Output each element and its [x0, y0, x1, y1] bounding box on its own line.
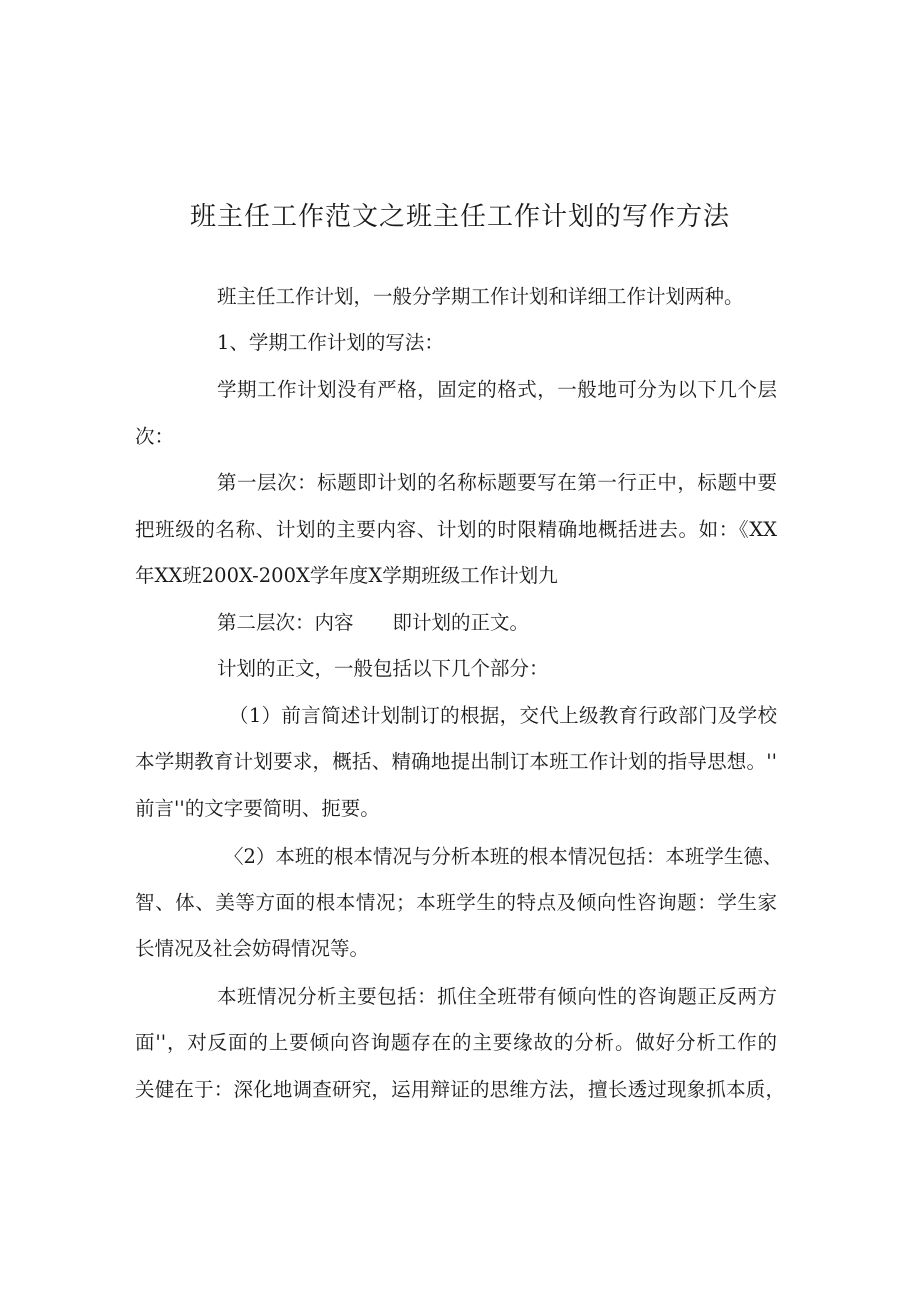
- document-title: 班主任工作范文之班主任工作计划的写作方法: [189, 202, 730, 232]
- paragraph-line: 学期工作计划没有严格，固定的格式，一般地可分为以下几个层: [217, 378, 777, 401]
- section-heading-semester-plan: 1、学期工作计划的写法：: [217, 331, 444, 354]
- paragraph-line: 智、体、美等方面的根本情况；本班学生的特点及倾向性咨询题：学生家: [135, 891, 777, 914]
- paragraph-line: 长情况及社会妨碍情况等。: [135, 937, 370, 960]
- paragraph-line: 本学期教育计划要求，概括、精确地提出制订本班工作计划的指导思想。'': [135, 750, 777, 773]
- paragraph-line: 〈2）本班的根本情况与分析本班的根本情况包括：本班学生德、: [224, 845, 783, 868]
- paragraph-line: 次：: [135, 425, 175, 448]
- paragraph-line: 年XX班200X-200X学年度X学期班级工作计划九: [135, 564, 558, 587]
- paragraph-intro: 班主任工作计划，一般分学期工作计划和详细工作计划两种。: [217, 285, 744, 308]
- paragraph-line: 第一层次：标题即计划的名称标题要写在第一行正中，标题中要: [217, 471, 777, 494]
- paragraph-line: 本班情况分析主要包括：抓住全班带有倾向性的咨询题正反两方: [217, 985, 777, 1008]
- paragraph-line: 把班级的名称、计划的主要内容、计划的时限精确地概括进去。如：《XX: [135, 518, 777, 541]
- paragraph-line: 第二层次：内容 即计划的正文。: [217, 611, 530, 634]
- paragraph-line: 关健在于：深化地调查研究，运用辩证的思维方法，擅长透过现象抓本质，: [135, 1078, 785, 1101]
- paragraph-line: 计划的正文，一般包括以下几个部分：: [217, 657, 549, 680]
- paragraph-line: 前言''的文字要简明、扼要。: [135, 797, 380, 820]
- paragraph-line: 面''，对反面的上要倾向咨询题存在的主要缘故的分析。做好分析工作的: [135, 1031, 777, 1054]
- paragraph-line: （1）前言简述计划制订的根据，交代上级教育行政部门及学校: [229, 704, 777, 727]
